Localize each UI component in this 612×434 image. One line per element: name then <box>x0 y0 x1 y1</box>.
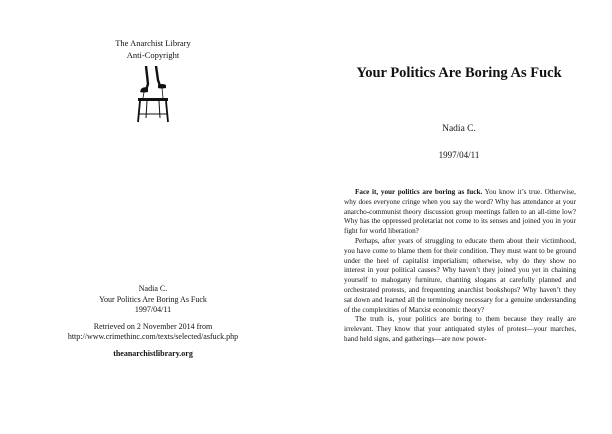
colophon-site: theanarchistlibrary.org <box>113 348 193 358</box>
body-paragraph <box>344 237 576 315</box>
document-date: 1997/04/11 <box>438 150 480 160</box>
paragraph-text: Perhaps, after years of struggling to educate them about their victimhood, you have come to blame them for their condition. They must want to be ground under the heel of capitalist imperialism; otherwise, why do they show no interest in your political causes? Why haven’t they joined you yet in chaining yourself to mahogany furniture, chanting slogans at carefully planned and orchestrated protests, and frequenting anarchist bookshops? Why haven’t they sat down and learned all the terminology necessary for a genuine understanding of the complexities of Marxist economic theory? <box>344 236 576 314</box>
colophon-title: Your Politics Are Boring As Fuck <box>99 294 207 304</box>
right-page <box>306 0 612 434</box>
body-paragraph <box>344 315 576 344</box>
document-author: Nadia C. <box>442 124 476 134</box>
copyright-notice: Anti-Copyright <box>126 50 180 60</box>
document-title: Your Politics Are Boring As Fuck <box>356 65 562 81</box>
body-paragraph <box>344 188 576 237</box>
colophon <box>0 284 306 359</box>
colophon-url: http://www.crimethinc.com/texts/selected/asfuck.php <box>67 332 239 341</box>
paragraph-lead: Face it, your politics are boring as fuck. <box>355 188 483 196</box>
library-header <box>0 37 306 61</box>
colophon-author: Nadia C. <box>138 284 168 293</box>
library-name: The Anarchist Library <box>115 38 191 48</box>
anarchist-library-logo-icon <box>130 66 176 124</box>
colophon-date: 1997/04/11 <box>134 305 172 314</box>
document-body <box>344 188 576 345</box>
paragraph-text: The truth is, your politics are boring to them because they really are irrelevant. They know that your antiquated styles of protest—your marches, hand held signs, and gatherings—are now power- <box>344 315 576 343</box>
paragraph-text: You know it’s true. Otherwise, why does everyone cringe when you say the word? Why has attendance at your anarcho-communist theory discussion group meetings fallen to an all-time low? Why has the oppressed proletariat not come to its senses and joined you in your fight for world liberation? <box>344 188 576 236</box>
colophon-retrieved: Retrieved on 2 November 2014 from <box>93 321 213 331</box>
